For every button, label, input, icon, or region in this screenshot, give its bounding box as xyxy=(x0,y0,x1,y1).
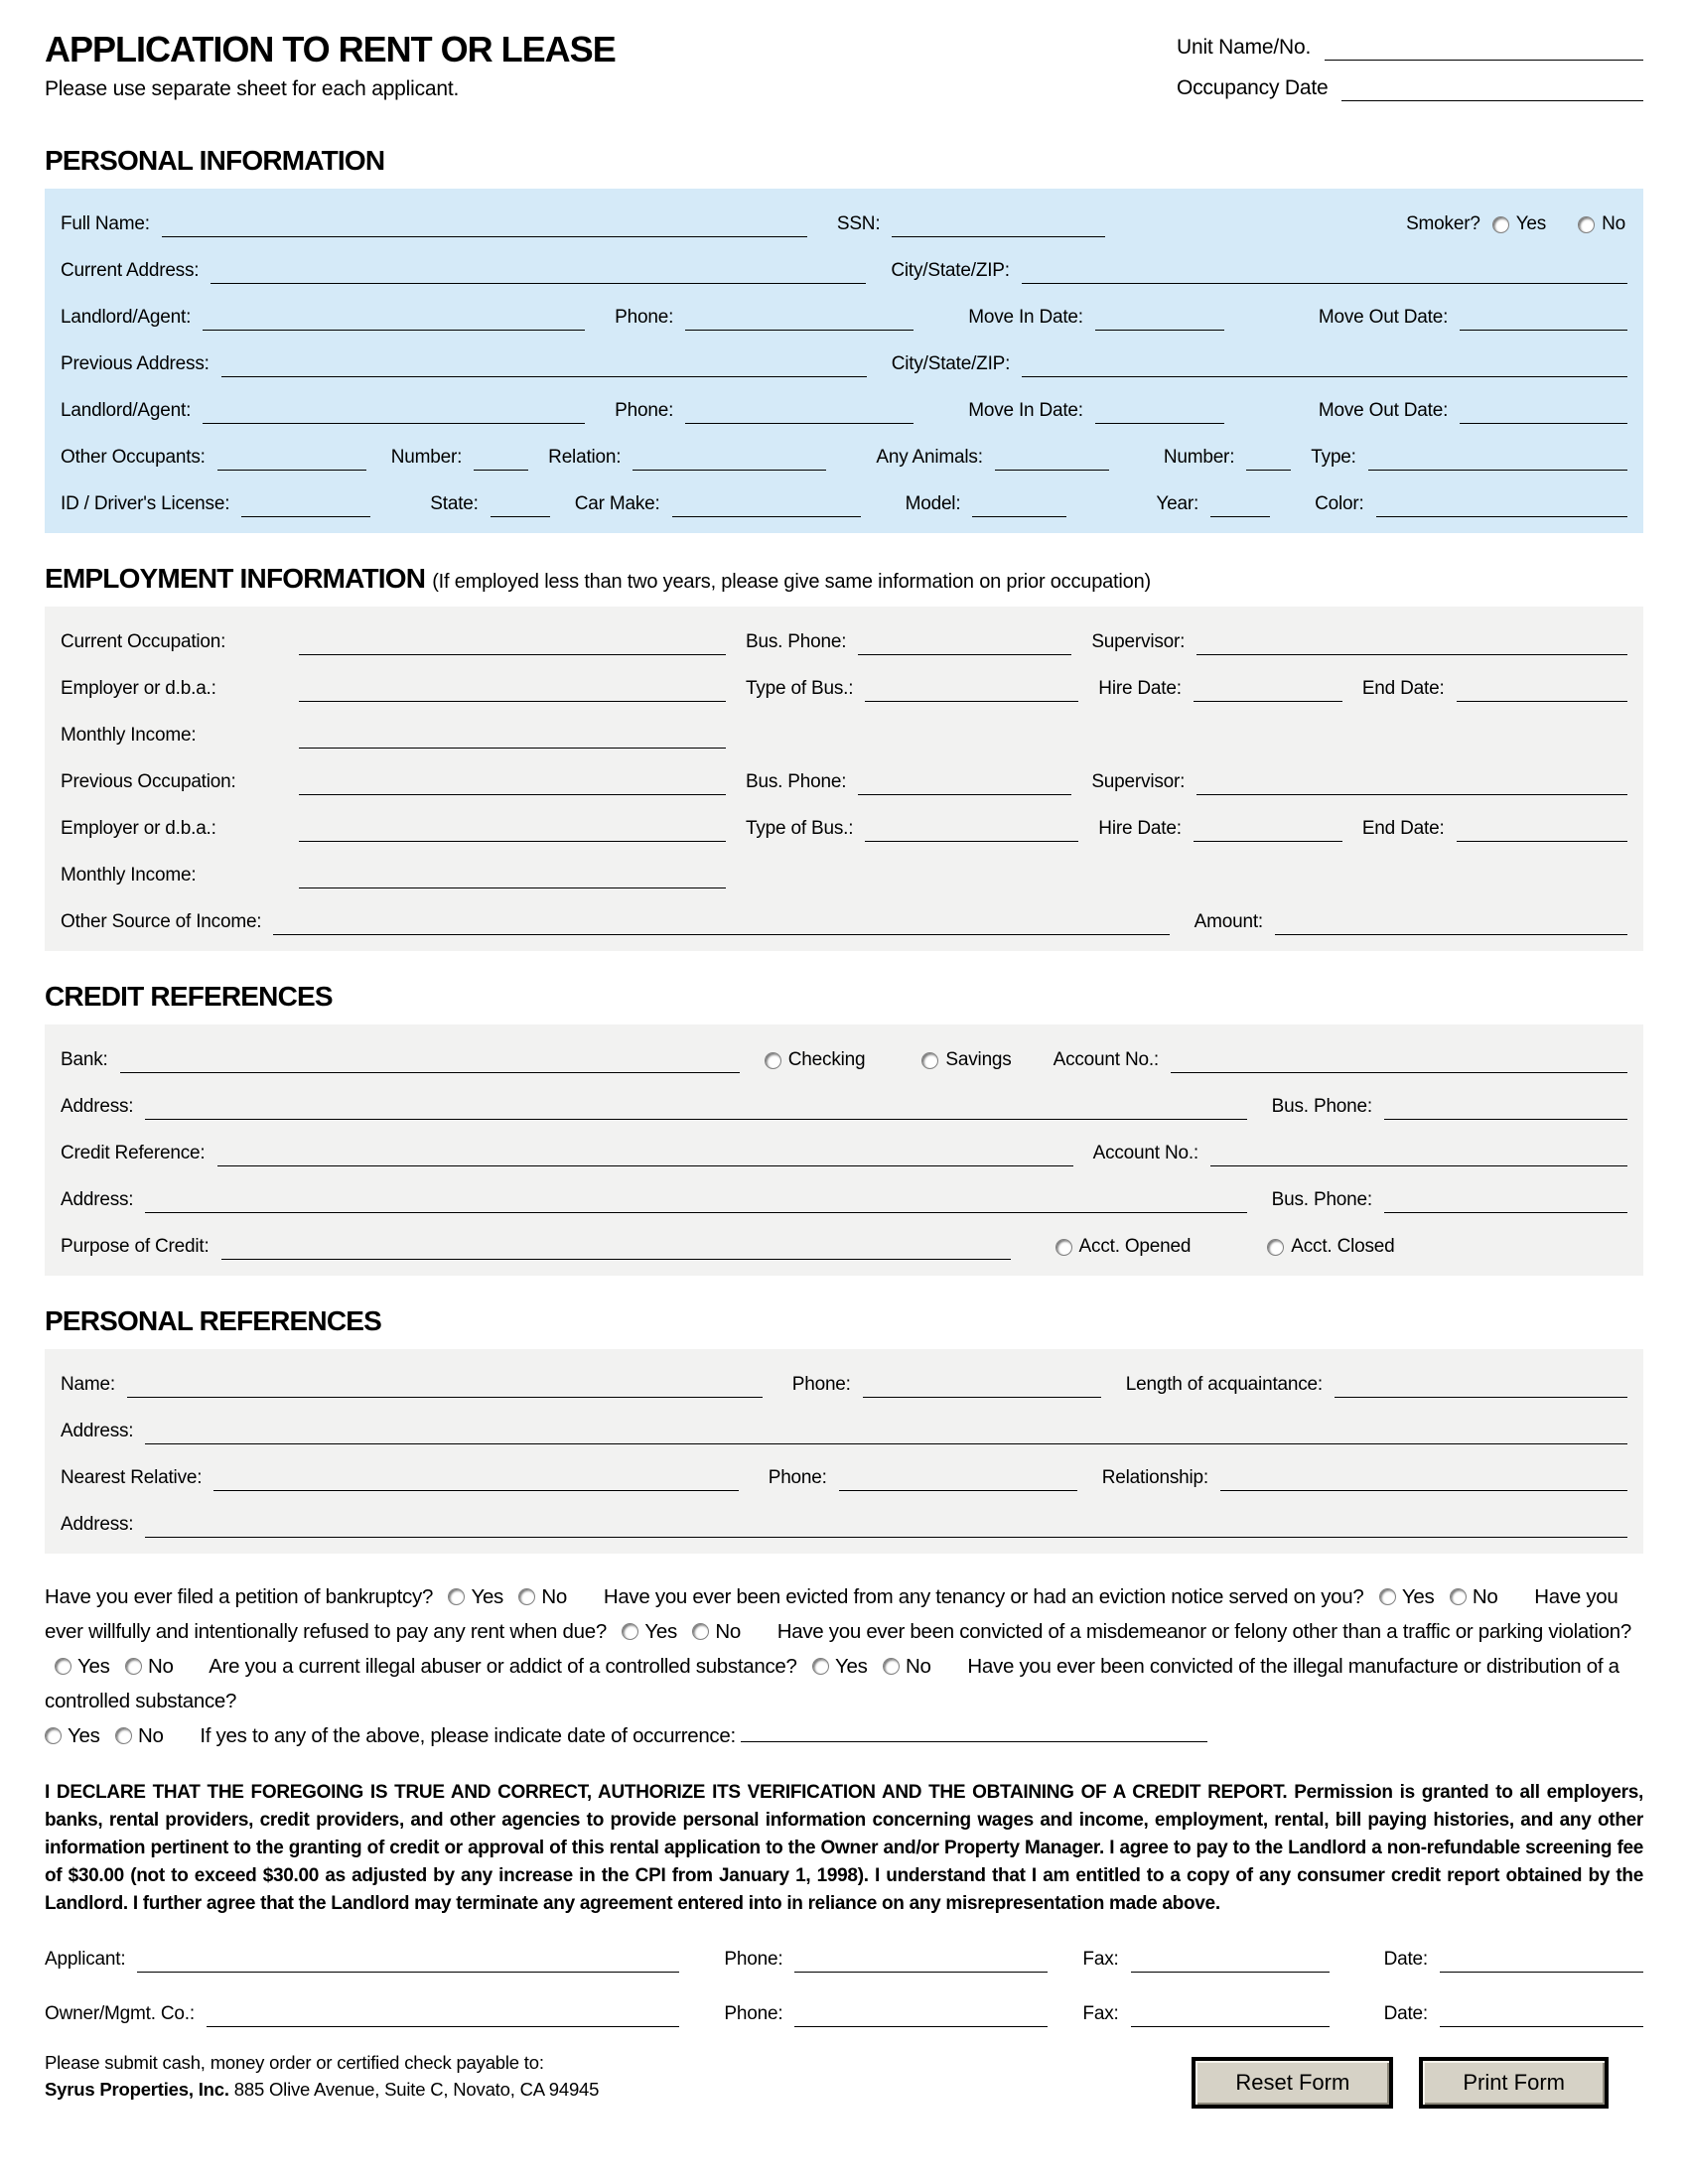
employment-row-other-income xyxy=(61,908,1627,935)
occupants-number-field[interactable] xyxy=(474,444,528,471)
previous-busphone-label: Bus. Phone: xyxy=(746,771,847,792)
date-of-occurrence-prompt: If yes to any of the above, please indicate date of occurrence: xyxy=(200,1724,736,1747)
question-substance-abuse: Are you a current illegal abuser or addict of a controlled substance? xyxy=(209,1655,797,1678)
previous-landlord-phone-label: Phone: xyxy=(615,400,674,421)
applicant-date-field[interactable] xyxy=(1440,1946,1643,1973)
reference-name-label: Name: xyxy=(61,1374,115,1395)
employment-section xyxy=(45,607,1643,951)
applicant-phone-label: Phone: xyxy=(724,1949,783,1970)
reference-row-name xyxy=(61,1371,1627,1398)
q4-yes-label: Yes xyxy=(77,1655,110,1678)
animals-field[interactable] xyxy=(995,444,1109,471)
animals-type-field[interactable] xyxy=(1368,444,1627,471)
employment-row-previous-occupation xyxy=(61,768,1627,795)
credit-row-bank-address xyxy=(61,1093,1627,1120)
personal-info-section xyxy=(45,189,1643,533)
previous-employer-label: Employer or d.b.a.: xyxy=(61,818,216,839)
q1-no-label: No xyxy=(541,1585,568,1608)
credit-address-field[interactable] xyxy=(145,1186,1246,1213)
employment-row-previous-employer xyxy=(61,815,1627,842)
q4-no-radio[interactable] xyxy=(125,1658,142,1675)
applicant-fax-label: Fax: xyxy=(1082,1949,1119,1970)
other-income-field[interactable] xyxy=(273,908,1169,935)
current-movein-label: Move In Date: xyxy=(968,307,1083,328)
reference-row-relative-address xyxy=(61,1511,1627,1538)
q4-no-label: No xyxy=(147,1655,174,1678)
car-color-field[interactable] xyxy=(1376,490,1627,517)
current-employer-label: Employer or d.b.a.: xyxy=(61,678,216,699)
previous-supervisor-label: Supervisor: xyxy=(1091,771,1186,792)
current-moveout-label: Move Out Date: xyxy=(1318,307,1449,328)
unit-name-row xyxy=(1177,34,1643,61)
occupancy-date-field[interactable] xyxy=(1341,74,1643,101)
previous-income-field[interactable] xyxy=(299,862,726,888)
acct-opened-radio[interactable] xyxy=(1055,1239,1072,1256)
ssn-label: SSN: xyxy=(836,213,881,234)
current-movein-field[interactable] xyxy=(1095,304,1224,331)
previous-busphone-field[interactable] xyxy=(858,768,1071,795)
q6-no-radio[interactable] xyxy=(115,1727,132,1744)
previous-hiredate-field[interactable] xyxy=(1194,815,1342,842)
other-income-label: Other Source of Income: xyxy=(61,911,262,932)
credit-section xyxy=(45,1024,1643,1276)
question-substance-distribution: Have you ever been convicted of the illegal manufacture or distribution of a controlled substance? xyxy=(45,1655,1619,1712)
smoker-yes-radio[interactable] xyxy=(1492,216,1509,233)
applicant-signature-row xyxy=(45,1946,1643,1973)
reference-address-label: Address: xyxy=(61,1421,134,1441)
bank-account-no-field[interactable] xyxy=(1171,1046,1627,1073)
current-citystatezip-field[interactable] xyxy=(1022,257,1627,284)
car-make-field[interactable] xyxy=(672,490,861,517)
previous-occupation-field[interactable] xyxy=(299,768,726,795)
credit-account-no-label: Account No.: xyxy=(1092,1143,1198,1163)
checking-radio[interactable] xyxy=(765,1052,781,1069)
personal-row-previous-address xyxy=(61,350,1627,377)
current-landlord-label: Landlord/Agent: xyxy=(61,307,192,328)
owner-fax-field[interactable] xyxy=(1131,2000,1330,2027)
page-subtitle: Please use separate sheet for each applicant. xyxy=(45,76,460,100)
q3-yes-label: Yes xyxy=(644,1620,677,1643)
applicant-date-label: Date: xyxy=(1383,1949,1428,1970)
bank-address-label: Address: xyxy=(61,1096,134,1117)
credit-reference-field[interactable] xyxy=(217,1140,1073,1166)
previous-enddate-label: End Date: xyxy=(1361,818,1445,839)
acct-opened-label: Acct. Opened xyxy=(1078,1236,1192,1257)
credit-busphone-field[interactable] xyxy=(1384,1186,1627,1213)
reference-phone-label: Phone: xyxy=(791,1374,851,1395)
savings-label: Savings xyxy=(945,1049,1012,1070)
header-left xyxy=(45,30,616,101)
current-typeofbus-field[interactable] xyxy=(865,675,1078,702)
previous-moveout-field[interactable] xyxy=(1460,397,1627,424)
previous-landlord-label: Landlord/Agent: xyxy=(61,400,192,421)
q3-no-radio[interactable] xyxy=(692,1623,709,1640)
current-citystatezip-label: City/State/ZIP: xyxy=(891,260,1010,281)
occupancy-date-label: Occupancy Date xyxy=(1177,76,1329,99)
animals-number-label: Number: xyxy=(1163,447,1235,468)
other-occupants-label: Other Occupants: xyxy=(61,447,206,468)
car-color-label: Color: xyxy=(1315,493,1364,514)
bank-account-no-label: Account No.: xyxy=(1053,1049,1159,1070)
applicant-phone-field[interactable] xyxy=(794,1946,1048,1973)
current-busphone-label: Bus. Phone: xyxy=(746,631,847,652)
current-hiredate-label: Hire Date: xyxy=(1098,678,1182,699)
employment-note: (If employed less than two years, please give same information on prior occupation) xyxy=(432,571,1151,593)
question-refused-rent: Have you ever willfully and intentionally refused to pay any rent when due? xyxy=(45,1585,1618,1643)
reference-row-relative xyxy=(61,1464,1627,1491)
current-landlord-phone-label: Phone: xyxy=(615,307,674,328)
acct-closed-label: Acct. Closed xyxy=(1291,1236,1395,1257)
current-typeofbus-label: Type of Bus.: xyxy=(746,678,854,699)
q5-no-label: No xyxy=(905,1655,931,1678)
previous-occupation-label: Previous Occupation: xyxy=(61,771,236,792)
current-address-field[interactable] xyxy=(211,257,866,284)
relationship-label: Relationship: xyxy=(1101,1467,1208,1488)
bank-busphone-label: Bus. Phone: xyxy=(1271,1096,1372,1117)
id-license-label: ID / Driver's License: xyxy=(61,493,230,514)
date-of-occurrence-field[interactable] xyxy=(741,1720,1207,1742)
current-moveout-field[interactable] xyxy=(1460,304,1627,331)
submit-note: Please submit cash, money order or certified check payable to: xyxy=(45,2052,544,2073)
personal-row-current-address xyxy=(61,257,1627,284)
q1-yes-label: Yes xyxy=(471,1585,503,1608)
references-heading: PERSONAL REFERENCES xyxy=(45,1305,382,1336)
current-income-field[interactable] xyxy=(299,722,726,749)
id-state-label: State: xyxy=(430,493,479,514)
relationship-field[interactable] xyxy=(1220,1464,1627,1491)
previous-enddate-field[interactable] xyxy=(1457,815,1627,842)
previous-movein-label: Move In Date: xyxy=(968,400,1083,421)
reference-name-field[interactable] xyxy=(127,1371,763,1398)
payment-note xyxy=(45,2049,599,2103)
personal-row-previous-landlord xyxy=(61,397,1627,424)
screening-questions xyxy=(45,1579,1643,1753)
q5-no-radio[interactable] xyxy=(883,1658,900,1675)
owner-signature-row xyxy=(45,2000,1643,2027)
form-footer xyxy=(45,2049,1643,2109)
current-landlord-phone-field[interactable] xyxy=(685,304,914,331)
previous-landlord-field[interactable] xyxy=(203,397,585,424)
employment-row-current-income xyxy=(61,722,1627,749)
q4-yes-radio[interactable] xyxy=(55,1658,71,1675)
relative-address-field[interactable] xyxy=(145,1511,1627,1538)
previous-address-label: Previous Address: xyxy=(61,353,210,374)
any-animals-label: Any Animals: xyxy=(876,447,983,468)
purpose-of-credit-label: Purpose of Credit: xyxy=(61,1236,210,1257)
occupants-number-label: Number: xyxy=(390,447,463,468)
current-enddate-label: End Date: xyxy=(1361,678,1445,699)
current-supervisor-label: Supervisor: xyxy=(1091,631,1186,652)
previous-moveout-label: Move Out Date: xyxy=(1318,400,1449,421)
id-license-field[interactable] xyxy=(241,490,370,517)
applicant-fax-field[interactable] xyxy=(1131,1946,1330,1973)
previous-typeofbus-field[interactable] xyxy=(865,815,1078,842)
personal-row-fullname xyxy=(61,210,1627,237)
personal-row-id-car xyxy=(61,490,1627,517)
credit-heading: CREDIT REFERENCES xyxy=(45,981,333,1012)
previous-hiredate-label: Hire Date: xyxy=(1098,818,1182,839)
current-employer-field[interactable] xyxy=(299,675,726,702)
credit-account-no-field[interactable] xyxy=(1210,1140,1627,1166)
relative-phone-label: Phone: xyxy=(768,1467,827,1488)
relative-phone-field[interactable] xyxy=(839,1464,1077,1491)
credit-row-reference-address xyxy=(61,1186,1627,1213)
question-misdemeanor: Have you ever been convicted of a misdemeanor or felony other than a traffic or parking violation? xyxy=(776,1620,1631,1643)
personal-info-heading: PERSONAL INFORMATION xyxy=(45,145,385,176)
q2-yes-radio[interactable] xyxy=(1379,1588,1396,1605)
owner-phone-field[interactable] xyxy=(794,2000,1048,2027)
credit-row-purpose xyxy=(61,1233,1627,1260)
animals-number-field[interactable] xyxy=(1246,444,1291,471)
company-line xyxy=(45,2076,599,2103)
company-name: Syrus Properties, Inc. xyxy=(45,2079,229,2100)
owner-date-field[interactable] xyxy=(1440,2000,1643,2027)
nearest-relative-label: Nearest Relative: xyxy=(61,1467,203,1488)
personal-row-current-landlord xyxy=(61,304,1627,331)
credit-reference-label: Credit Reference: xyxy=(61,1143,206,1163)
full-name-label: Full Name: xyxy=(61,213,150,234)
previous-income-label: Monthly Income: xyxy=(61,865,197,886)
other-occupants-field[interactable] xyxy=(217,444,366,471)
header-right xyxy=(1177,34,1643,115)
q2-no-label: No xyxy=(1472,1585,1498,1608)
previous-typeofbus-label: Type of Bus.: xyxy=(746,818,854,839)
nearest-relative-field[interactable] xyxy=(213,1464,738,1491)
q6-yes-label: Yes xyxy=(68,1724,100,1747)
current-landlord-field[interactable] xyxy=(203,304,585,331)
employment-heading: EMPLOYMENT INFORMATION xyxy=(45,563,426,594)
personal-row-occupants xyxy=(61,444,1627,471)
current-enddate-field[interactable] xyxy=(1457,675,1627,702)
car-make-label: Car Make: xyxy=(574,493,660,514)
current-income-label: Monthly Income: xyxy=(61,725,197,746)
credit-busphone-label: Bus. Phone: xyxy=(1271,1189,1372,1210)
current-supervisor-field[interactable] xyxy=(1196,628,1627,655)
company-address: 885 Olive Avenue, Suite C, Novato, CA 94945 xyxy=(233,2079,600,2100)
print-form-button[interactable]: Print Form xyxy=(1419,2057,1609,2109)
owner-date-label: Date: xyxy=(1383,2003,1428,2024)
checking-label: Checking xyxy=(787,1049,866,1070)
employment-heading-row xyxy=(45,563,1643,595)
current-occupation-label: Current Occupation: xyxy=(61,631,226,652)
current-occupation-field[interactable] xyxy=(299,628,726,655)
unit-name-field[interactable] xyxy=(1325,34,1643,61)
current-hiredate-field[interactable] xyxy=(1194,675,1342,702)
car-year-field[interactable] xyxy=(1210,490,1270,517)
q5-yes-label: Yes xyxy=(835,1655,868,1678)
previous-citystatezip-field[interactable] xyxy=(1022,350,1627,377)
unit-name-label: Unit Name/No. xyxy=(1177,36,1312,59)
owner-label: Owner/Mgmt. Co.: xyxy=(45,2003,195,2024)
q2-no-radio[interactable] xyxy=(1450,1588,1467,1605)
previous-movein-field[interactable] xyxy=(1095,397,1224,424)
bank-field[interactable] xyxy=(120,1046,740,1073)
id-state-field[interactable] xyxy=(491,490,550,517)
savings-radio[interactable] xyxy=(921,1052,938,1069)
owner-field[interactable] xyxy=(207,2000,679,2027)
references-section xyxy=(45,1349,1643,1554)
reference-phone-field[interactable] xyxy=(863,1371,1101,1398)
previous-address-field[interactable] xyxy=(221,350,867,377)
form-header xyxy=(45,30,1643,115)
page-title: APPLICATION TO RENT OR LEASE xyxy=(45,29,616,69)
q3-yes-radio[interactable] xyxy=(622,1623,638,1640)
reset-form-button[interactable]: Reset Form xyxy=(1192,2057,1393,2109)
reference-address-field[interactable] xyxy=(145,1418,1627,1444)
smoker-label: Smoker? xyxy=(1406,213,1480,234)
employment-row-current-employer xyxy=(61,675,1627,702)
bank-address-field[interactable] xyxy=(145,1093,1246,1120)
question-bankruptcy: Have you ever filed a petition of bankruptcy? xyxy=(45,1585,434,1608)
q2-yes-label: Yes xyxy=(1401,1585,1435,1608)
owner-fax-label: Fax: xyxy=(1082,2003,1119,2024)
credit-row-reference xyxy=(61,1140,1627,1166)
question-evicted: Have you ever been evicted from any tenancy or had an eviction notice served on you? xyxy=(603,1585,1364,1608)
q6-yes-radio[interactable] xyxy=(45,1727,62,1744)
acquaintance-label: Length of acquaintance: xyxy=(1125,1374,1323,1395)
current-address-label: Current Address: xyxy=(61,260,200,281)
animals-type-label: Type: xyxy=(1311,447,1356,468)
occupancy-date-row xyxy=(1177,74,1643,101)
credit-row-bank xyxy=(61,1046,1627,1073)
previous-landlord-phone-field[interactable] xyxy=(685,397,914,424)
bank-label: Bank: xyxy=(61,1049,108,1070)
car-model-label: Model: xyxy=(905,493,961,514)
q3-no-label: No xyxy=(715,1620,741,1643)
previous-supervisor-field[interactable] xyxy=(1196,768,1627,795)
other-income-amount-field[interactable] xyxy=(1275,908,1627,935)
occupants-relation-label: Relation: xyxy=(548,447,622,468)
full-name-field[interactable] xyxy=(162,210,807,237)
smoker-no-radio[interactable] xyxy=(1578,216,1595,233)
car-year-label: Year: xyxy=(1156,493,1199,514)
reference-row-address xyxy=(61,1418,1627,1444)
acquaintance-field[interactable] xyxy=(1335,1371,1627,1398)
signature-block xyxy=(45,1946,1643,2027)
form-buttons xyxy=(1192,2057,1609,2109)
purpose-of-credit-field[interactable] xyxy=(221,1233,1011,1260)
smoker-yes-label: Yes xyxy=(1515,213,1547,234)
current-busphone-field[interactable] xyxy=(858,628,1071,655)
smoker-no-label: No xyxy=(1602,213,1625,234)
q1-yes-radio[interactable] xyxy=(448,1588,465,1605)
occupants-relation-field[interactable] xyxy=(633,444,826,471)
previous-employer-field[interactable] xyxy=(299,815,726,842)
owner-phone-label: Phone: xyxy=(724,2003,783,2024)
applicant-field[interactable] xyxy=(137,1946,679,1973)
relative-address-label: Address: xyxy=(61,1514,134,1535)
other-income-amount-label: Amount: xyxy=(1194,911,1263,932)
car-model-field[interactable] xyxy=(972,490,1066,517)
employment-row-previous-income xyxy=(61,862,1627,888)
acct-closed-radio[interactable] xyxy=(1267,1239,1284,1256)
q6-no-label: No xyxy=(137,1724,164,1747)
credit-address-label: Address: xyxy=(61,1189,134,1210)
previous-citystatezip-label: City/State/ZIP: xyxy=(891,353,1011,374)
bank-busphone-field[interactable] xyxy=(1384,1093,1627,1120)
employment-row-current-occupation xyxy=(61,628,1627,655)
q1-no-radio[interactable] xyxy=(518,1588,535,1605)
applicant-label: Applicant: xyxy=(45,1949,126,1970)
declaration-text: I DECLARE THAT THE FOREGOING IS TRUE AND CORRECT, AUTHORIZE ITS VERIFICATION AND THE OBTAINING OF A CREDIT REPORT. Permission is granted to all employers, banks, rental providers, credit providers, and other agencies to provide personal information concerning wages and income, employment, rental, bill paying histories, and any other information pertinent to the granting of credit or approval of this rental application to the Owner and/or Property Manager. I agree to pay to the Landlord a non-refundable screening fee of $30.00 (not to exceed $30.00 as adjusted by any increase in the CPI from January 1, 1998). I understand that I am entitled to a copy of any consumer credit report obtained by the Landlord. I further agree that the Landlord may terminate any agreement entered into in reliance on any misrepresentation made above. xyxy=(45,1782,1643,1914)
ssn-field[interactable] xyxy=(892,210,1105,237)
q5-yes-radio[interactable] xyxy=(812,1658,829,1675)
